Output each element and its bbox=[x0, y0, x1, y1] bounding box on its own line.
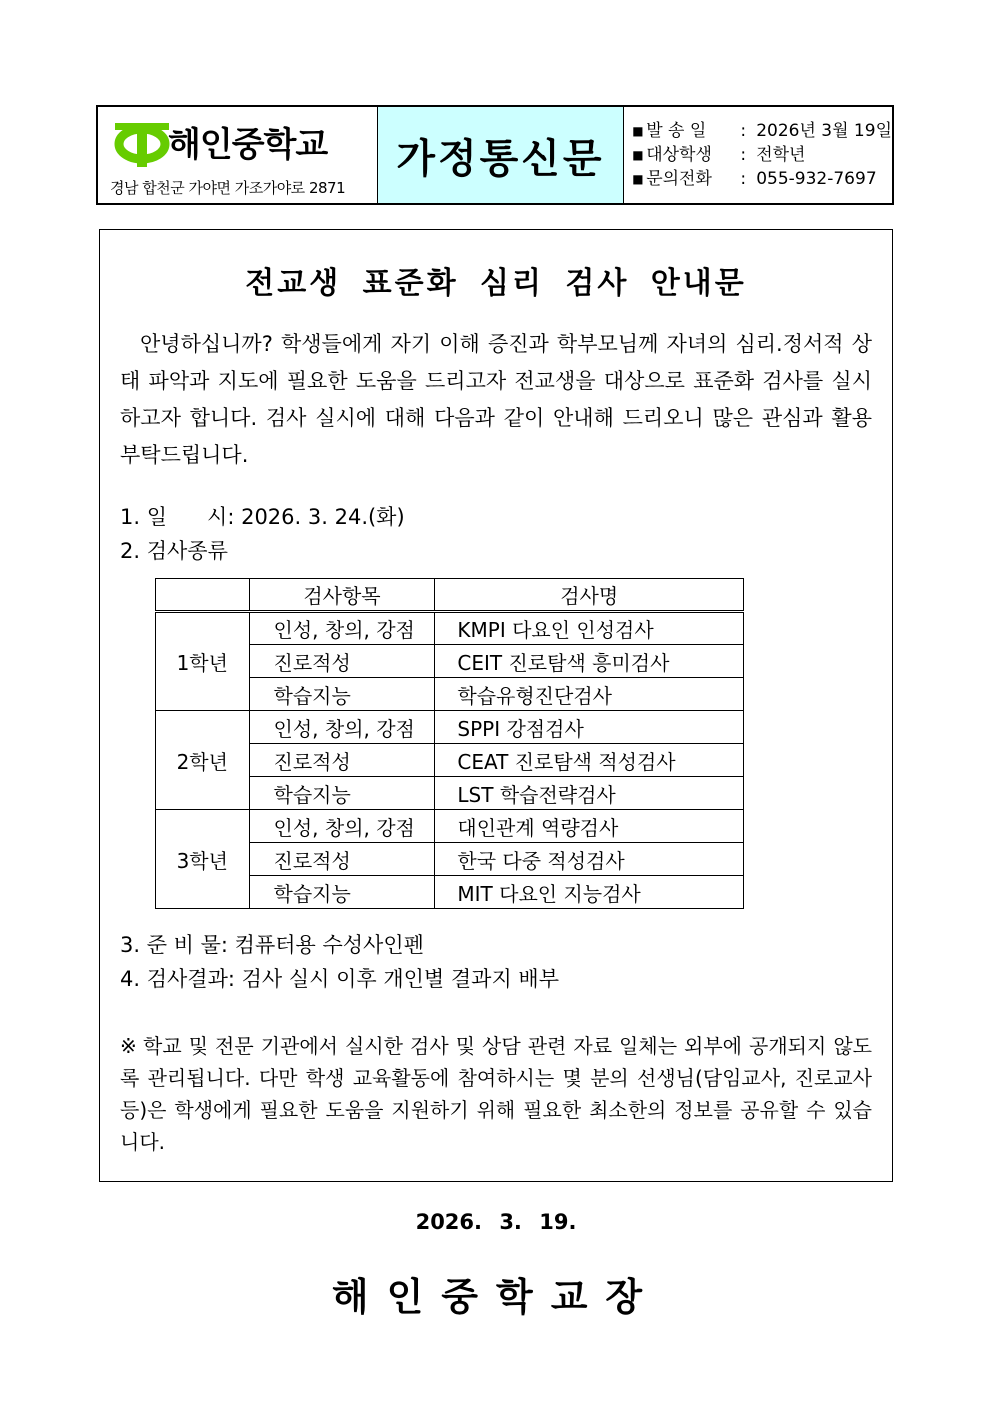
test-name-cell: CEAT 진로탐색 적성검사 bbox=[435, 744, 744, 777]
info-label: 문의전화 bbox=[646, 169, 712, 189]
test-table bbox=[155, 578, 744, 909]
bullet-icon: ■ bbox=[632, 124, 644, 138]
test-name-cell: KMPI 다요인 인성검사 bbox=[435, 612, 744, 645]
info-phone bbox=[632, 167, 892, 191]
intro-paragraph: 안녕하십니까? 학생들에게 자기 이해 증진과 학부모님께 자녀의 심리.정서적 상태 파악과 지도에 필요한 도움을 드리고자 전교생을 대상으로 표준화 검사를 실시하고자 합니다. 검사 실시에 대해 다음과 같이 안내해 드리오니 많은 관심과 활용 부탁드립니다. bbox=[120, 332, 872, 467]
item-schedule: 1. 일 시: 2026. 3. 24.(화) bbox=[120, 505, 405, 529]
header-item: 검사항목 bbox=[249, 579, 435, 612]
school-logo-icon bbox=[112, 119, 172, 169]
table-row bbox=[156, 711, 744, 744]
info-colon: : bbox=[740, 121, 747, 141]
table-row bbox=[156, 612, 744, 645]
note-mark-icon: ※ bbox=[120, 1034, 137, 1058]
newsletter-header bbox=[96, 105, 894, 205]
item-supplies: 3. 준 비 물: 컴퓨터용 수성사인펜 bbox=[120, 933, 424, 957]
signatory: 해인중학교장 bbox=[331, 1275, 661, 1319]
test-name-cell: LST 학습전략검사 bbox=[435, 777, 744, 810]
test-item-cell: 진로적성 bbox=[249, 843, 435, 876]
item-test-types: 2. 검사종류 bbox=[120, 539, 228, 563]
test-item-cell: 인성, 창의, 강점 bbox=[249, 711, 435, 744]
grade-cell: 1학년 bbox=[156, 612, 250, 711]
bullet-icon: ■ bbox=[632, 148, 644, 162]
test-name-cell: SPPI 강점검사 bbox=[435, 711, 744, 744]
header-grade bbox=[156, 579, 250, 612]
test-name-cell: 한국 다중 적성검사 bbox=[435, 843, 744, 876]
newsletter-title-cell bbox=[378, 107, 624, 203]
info-send-date bbox=[632, 119, 892, 143]
table-row bbox=[156, 810, 744, 843]
table-header-row bbox=[156, 579, 744, 612]
test-item-cell: 학습지능 bbox=[249, 678, 435, 711]
test-item-cell: 학습지능 bbox=[249, 777, 435, 810]
test-name-cell: 학습유형진단검사 bbox=[435, 678, 744, 711]
header-name: 검사명 bbox=[435, 579, 744, 612]
test-item-cell: 학습지능 bbox=[249, 876, 435, 909]
test-item-cell: 인성, 창의, 강점 bbox=[249, 810, 435, 843]
document-date: 2026. 3. 19. bbox=[415, 1210, 577, 1234]
info-target bbox=[632, 143, 892, 167]
school-address: 경남 합천군 가야면 가조가야로 2871 bbox=[110, 179, 346, 197]
info-label: 발 송 일 bbox=[646, 121, 707, 141]
test-name-cell: 대인관계 역량검사 bbox=[435, 810, 744, 843]
school-info bbox=[98, 107, 378, 203]
info-colon: : bbox=[740, 169, 747, 189]
info-colon: : bbox=[740, 145, 747, 165]
newsletter-title: 가정통신문 bbox=[396, 135, 605, 182]
send-info bbox=[624, 107, 892, 203]
test-item-cell: 진로적성 bbox=[249, 645, 435, 678]
info-value: 2026년 3월 19일 bbox=[756, 121, 892, 141]
grade-cell: 2학년 bbox=[156, 711, 250, 810]
test-name-cell: CEIT 진로탐색 흥미검사 bbox=[435, 645, 744, 678]
test-item-cell: 진로적성 bbox=[249, 744, 435, 777]
info-label: 대상학생 bbox=[646, 145, 712, 165]
item-results: 4. 검사결과: 검사 실시 이후 개인별 결과지 배부 bbox=[120, 967, 559, 991]
info-value: 055-932-7697 bbox=[756, 169, 877, 189]
test-item-cell: 인성, 창의, 강점 bbox=[249, 612, 435, 645]
privacy-note bbox=[120, 1030, 872, 1158]
grade-cell: 3학년 bbox=[156, 810, 250, 909]
bullet-icon: ■ bbox=[632, 172, 644, 186]
info-value: 전학년 bbox=[756, 145, 806, 165]
privacy-note-text: 학교 및 전문 기관에서 실시한 검사 및 상담 관련 자료 일체는 외부에 공개되지 않도록 관리됩니다. 다만 학생 교육활동에 참여하시는 몇 분의 선생님(담임교사, 진로교사 등)은 학생에게 필요한 도움을 지원하기 위해 필요한 최소한의 정보를 공유할 수 있습니다. bbox=[120, 1034, 872, 1154]
document-title: 전교생 표준화 심리 검사 안내문 bbox=[245, 266, 747, 301]
notice-body bbox=[99, 229, 893, 1182]
test-name-cell: MIT 다요인 지능검사 bbox=[435, 876, 744, 909]
school-name: 해인중학교 bbox=[168, 125, 328, 165]
